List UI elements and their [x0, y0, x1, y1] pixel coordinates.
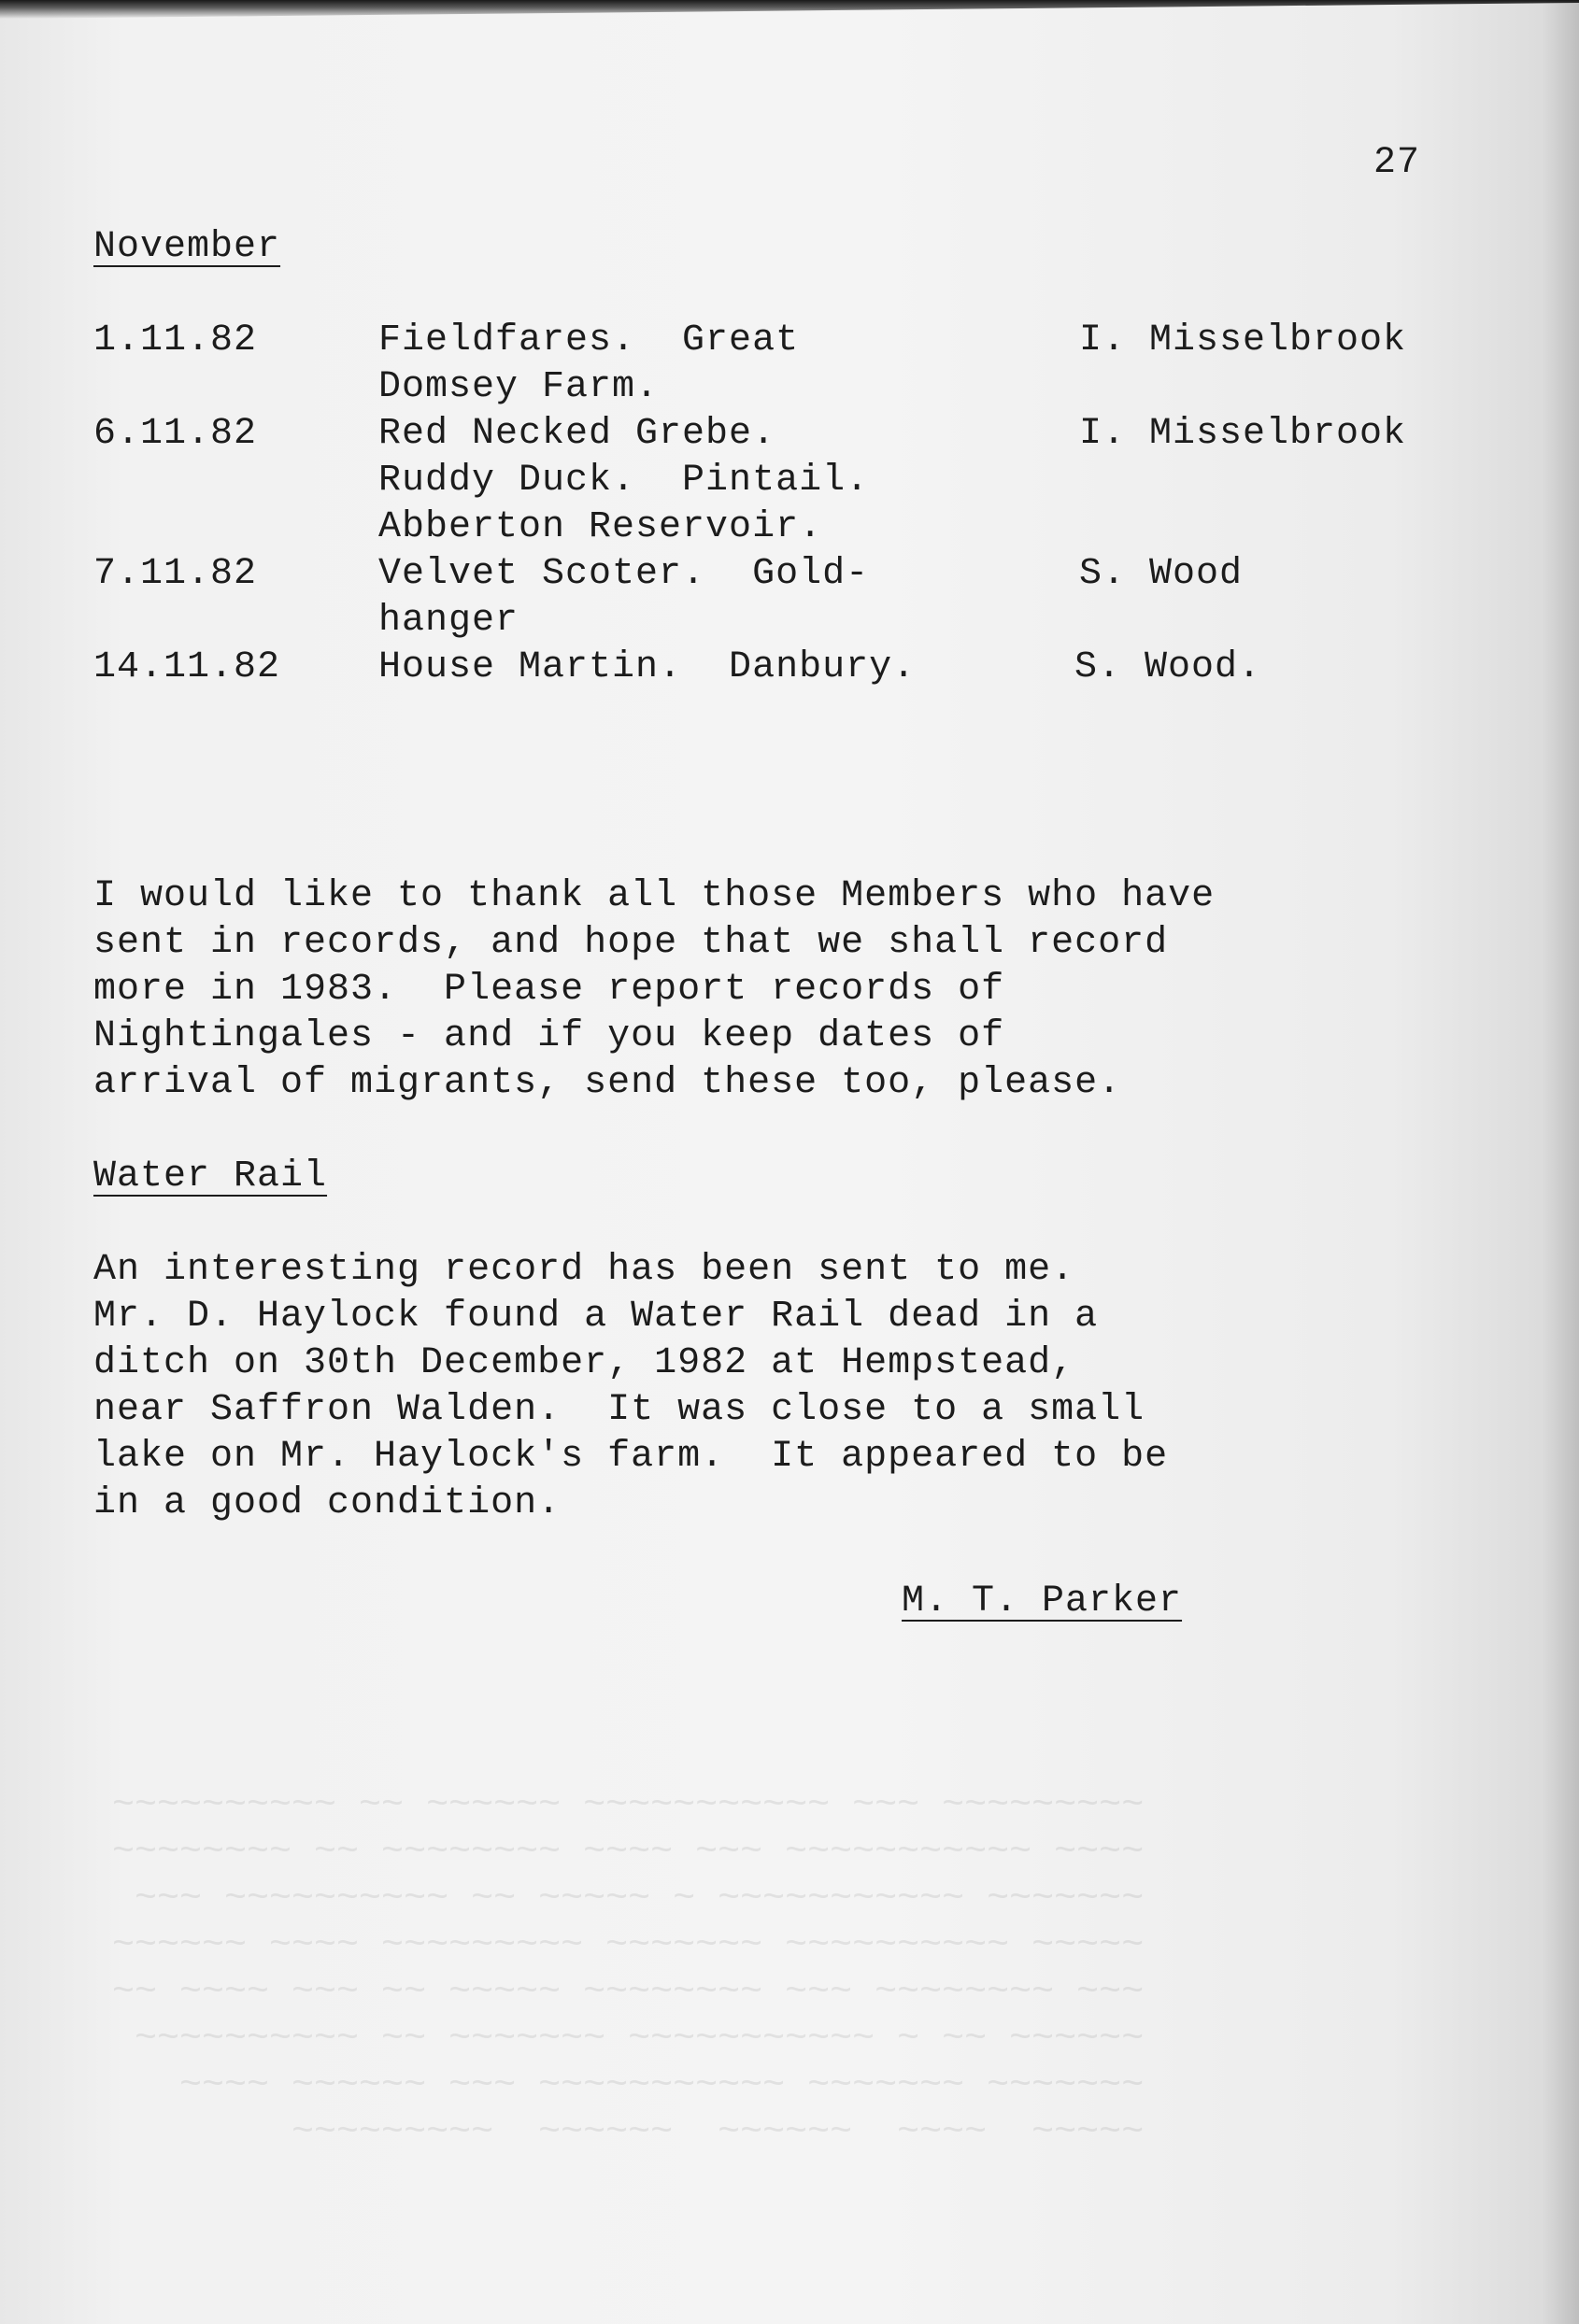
paragraph-line: near Saffron Walden. It was close to a small [93, 1389, 1145, 1431]
paragraph-line: ditch on 30th December, 1982 at Hempstead, [93, 1342, 1075, 1384]
record-description-line: Abberton Reservoir. [378, 506, 823, 548]
record-observer: S. Wood [1079, 553, 1244, 595]
record-observer: I. Misselbrook [1079, 319, 1407, 361]
record-date: 6.11.82 [93, 413, 258, 455]
bleed-through-texture: ~~~~~ ~~~~ ~~~~~~ ~~~~~~ ~~~~~~~~~ ~~~~~~~ ~~~~~~~ ~~~~~~~~~~~ ~~~ ~~~~~~ ~~~~ ~~~~~~ ~~ ~ ~~~~~~~~~~~ ~~~~~~~ ~~ ~~~~~~~~~~ ~~~ ~~~~~~~~ ~~~ ~~~~~~~~ ~~~~~ ~~ ~~~ ~~~~ ~~ ~~~~~ ~~~~~~~~~~ ~~~~~~~ ~~~~~~~~~ ~~~~ ~~~~~~ ~~~~~~~ ~~~~~~~~~~~ ~ ~~~~~ ~~ ~~~~~~~~~~ ~~~ ~~~~ ~~~~~~~~~~~ ~~~ ~~~~ ~~~~~~~~ ~~ ~~~~~~~~ ~~~~~~~~~ ~~~ ~~~~~~~~~~~ ~~~~~~ ~~ ~~~~~~~~~~ [112, 1778, 1145, 2147]
author-signature: M. T. Parker [902, 1580, 1183, 1623]
paragraph-line: Mr. D. Haylock found a Water Rail dead in a [93, 1296, 1099, 1338]
record-date: 1.11.82 [93, 319, 258, 361]
record-date: 14.11.82 [93, 646, 281, 688]
paragraph-line: more in 1983. Please report records of [93, 969, 1005, 1011]
scan-right-shade [1542, 0, 1579, 2324]
record-description-line: Domsey Farm. [378, 366, 660, 408]
paragraph-line: arrival of migrants, send these too, please. [93, 1062, 1122, 1104]
record-description-line: Ruddy Duck. Pintail. [378, 460, 870, 502]
page-number: 27 [1373, 142, 1421, 184]
record-description-line: House Martin. Danbury. [378, 646, 917, 688]
paragraph-line: lake on Mr. Haylock's farm. It appeared to be [93, 1436, 1169, 1478]
paragraph-line: in a good condition. [93, 1482, 562, 1524]
record-description-line: Fieldfares. Great [378, 319, 800, 361]
record-description-line: Red Necked Grebe. [378, 413, 776, 455]
water-rail-heading: Water Rail [93, 1155, 328, 1197]
record-observer: S. Wood. [1074, 646, 1262, 688]
record-description-line: hanger [378, 600, 519, 642]
record-description-line: Velvet Scoter. Gold- [378, 553, 870, 595]
scan-top-edge [0, 0, 1579, 19]
record-date: 7.11.82 [93, 553, 258, 595]
paragraph-line: An interesting record has been sent to me. [93, 1249, 1075, 1291]
november-heading: November [93, 226, 281, 268]
paragraph-line: sent in records, and hope that we shall record [93, 922, 1169, 964]
paragraph-line: Nightingales - and if you keep dates of [93, 1015, 1005, 1057]
record-observer: I. Misselbrook [1079, 413, 1407, 455]
paragraph-line: I would like to thank all those Members who have [93, 875, 1216, 917]
